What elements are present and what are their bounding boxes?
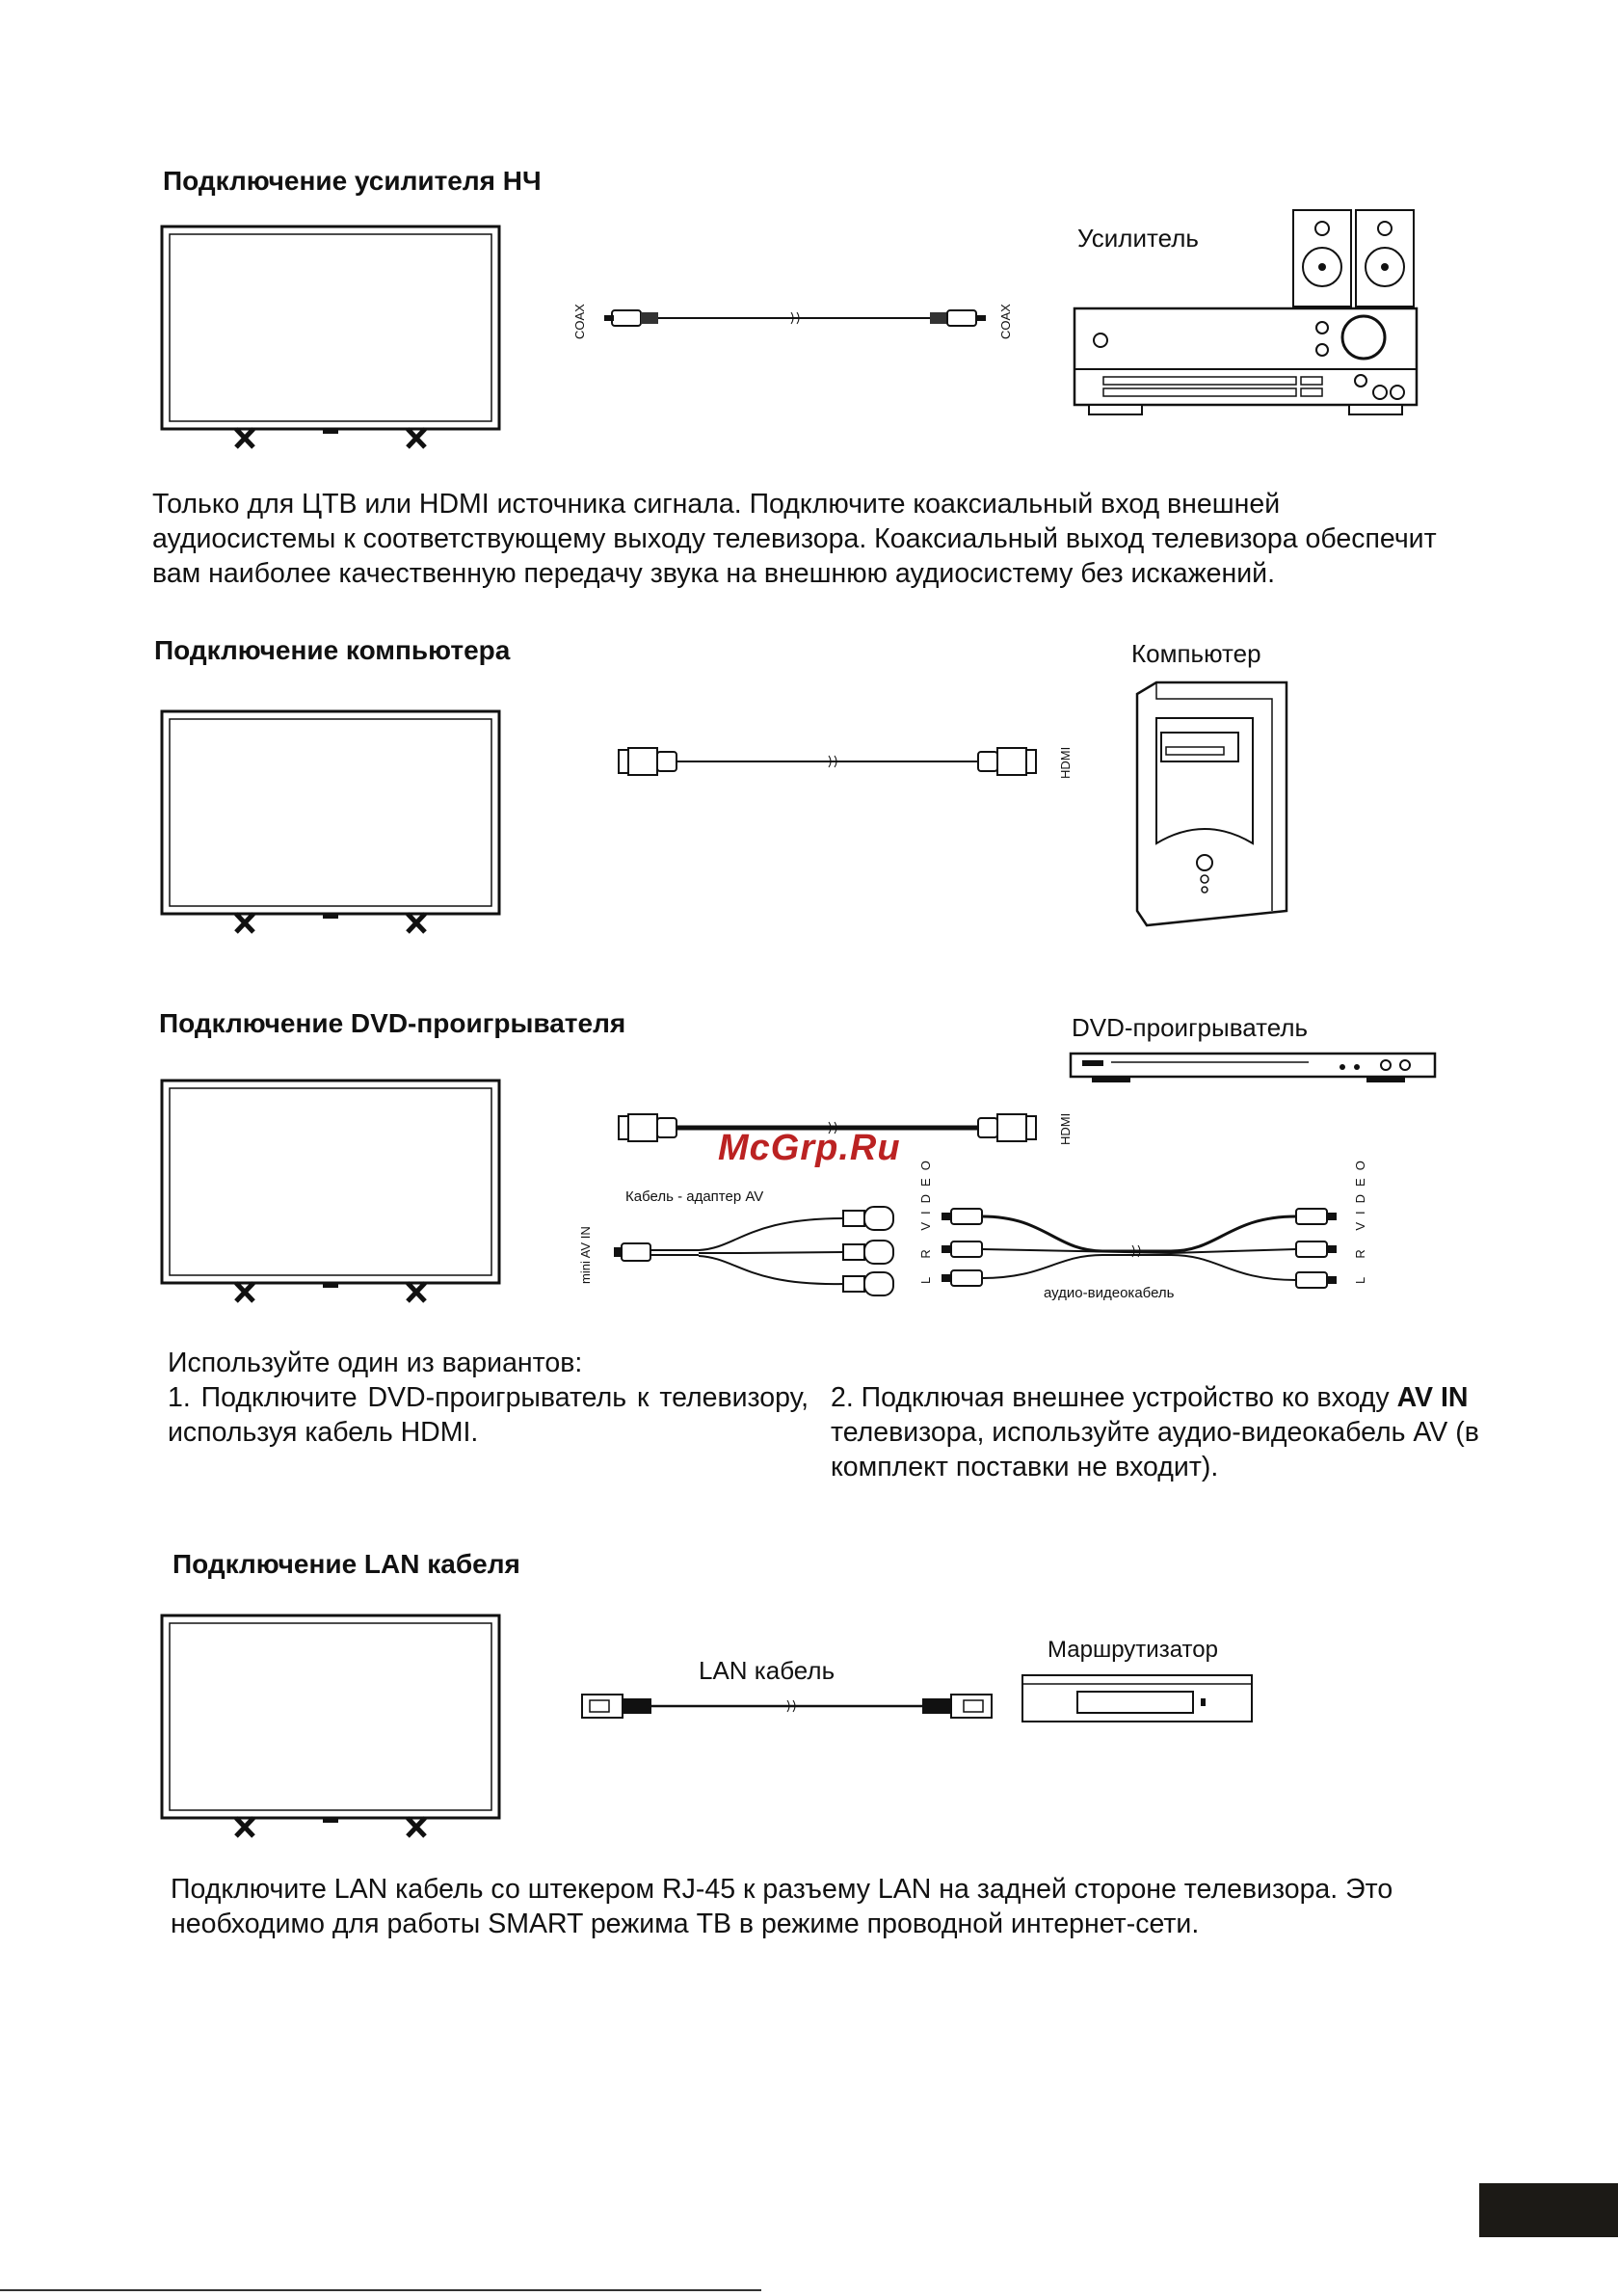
section-title-lan: Подключение LAN кабеля: [172, 1549, 520, 1579]
dvd-option-2: [831, 1380, 1481, 1484]
watermark: McGrp.Ru: [718, 1128, 901, 1168]
mini-av-in-label: mini AV IN: [578, 1226, 593, 1284]
tv-illustration-3: [159, 1078, 506, 1309]
tv-illustration-1: [159, 224, 506, 455]
coax-right-label: COAX: [998, 304, 1013, 339]
dvd-option-2-post: телевизора, используйте аудио-видеокабель AV (в комплект поставки не входит).: [831, 1417, 1479, 1482]
amplifier-label: Усилитель: [1077, 224, 1199, 253]
coax-cable: [602, 299, 1007, 337]
lan-cable: [580, 1687, 995, 1725]
dvd-option-1: 1. Подключите DVD-проигрыватель к телевизору, используя кабель HDMI.: [168, 1382, 809, 1448]
tv-illustration-4: [159, 1613, 506, 1844]
computer-label: Компьютер: [1131, 639, 1261, 668]
hdmi-pc-label: HDMI: [1058, 746, 1073, 779]
left-channel-labels: L R VIDEO: [918, 1153, 933, 1284]
coax-left-label: COAX: [572, 304, 587, 339]
dvd-option-2-pre: 2. Подключая внешнее устройство ко входу: [831, 1382, 1390, 1413]
dvd-options-intro: Используйте один из вариантов:: [168, 1348, 583, 1378]
amplifier-description: Только для ЦТВ или HDMI источника сигнала. Подключите коаксиальный вход внешней аудиосистемы к соответствующему выходу телевизора. Коаксиальный выход телевизора обеспечит вам наиболее качественную передачу звука на внешнюю аудиосистему без искажений.: [152, 489, 1437, 589]
computer-illustration: [1127, 680, 1296, 930]
router-illustration: [1020, 1672, 1256, 1725]
lan-cable-label: LAN кабель: [699, 1656, 836, 1685]
av-in-bold: AV IN: [1396, 1382, 1469, 1413]
section-title-amplifier: Подключение усилителя НЧ: [163, 166, 542, 196]
right-channel-labels: L R VIDEO: [1353, 1153, 1367, 1284]
hdmi-dvd-label: HDMI: [1058, 1112, 1073, 1145]
footer-rule: [0, 2289, 761, 2291]
section-title-computer: Подключение компьютера: [154, 635, 511, 665]
hdmi-cable-pc: [617, 742, 1041, 781]
page-tab-marker: [1479, 2183, 1618, 2237]
section-title-dvd: Подключение DVD-проигрывателя: [159, 1008, 626, 1038]
av-adapter-label: Кабель - адаптер AV: [625, 1188, 764, 1205]
av-adapter-cable: [612, 1205, 901, 1287]
router-label: Маршрутизатор: [1048, 1637, 1218, 1663]
lan-description: Подключите LAN кабель со штекером RJ-45 к разъему LAN на задней стороне телевизора. Это необходимо для работы SMART режима ТВ в режиме проводной интернет-сети.: [171, 1874, 1393, 1939]
dvd-player-illustration: [1068, 1051, 1439, 1089]
dvd-player-label: DVD-проигрыватель: [1072, 1013, 1309, 1042]
amplifier-illustration: [1070, 207, 1426, 419]
av-cable: [940, 1205, 1344, 1292]
av-cable-label: аудио-видеокабель: [1044, 1285, 1175, 1301]
tv-illustration-2: [159, 708, 506, 940]
